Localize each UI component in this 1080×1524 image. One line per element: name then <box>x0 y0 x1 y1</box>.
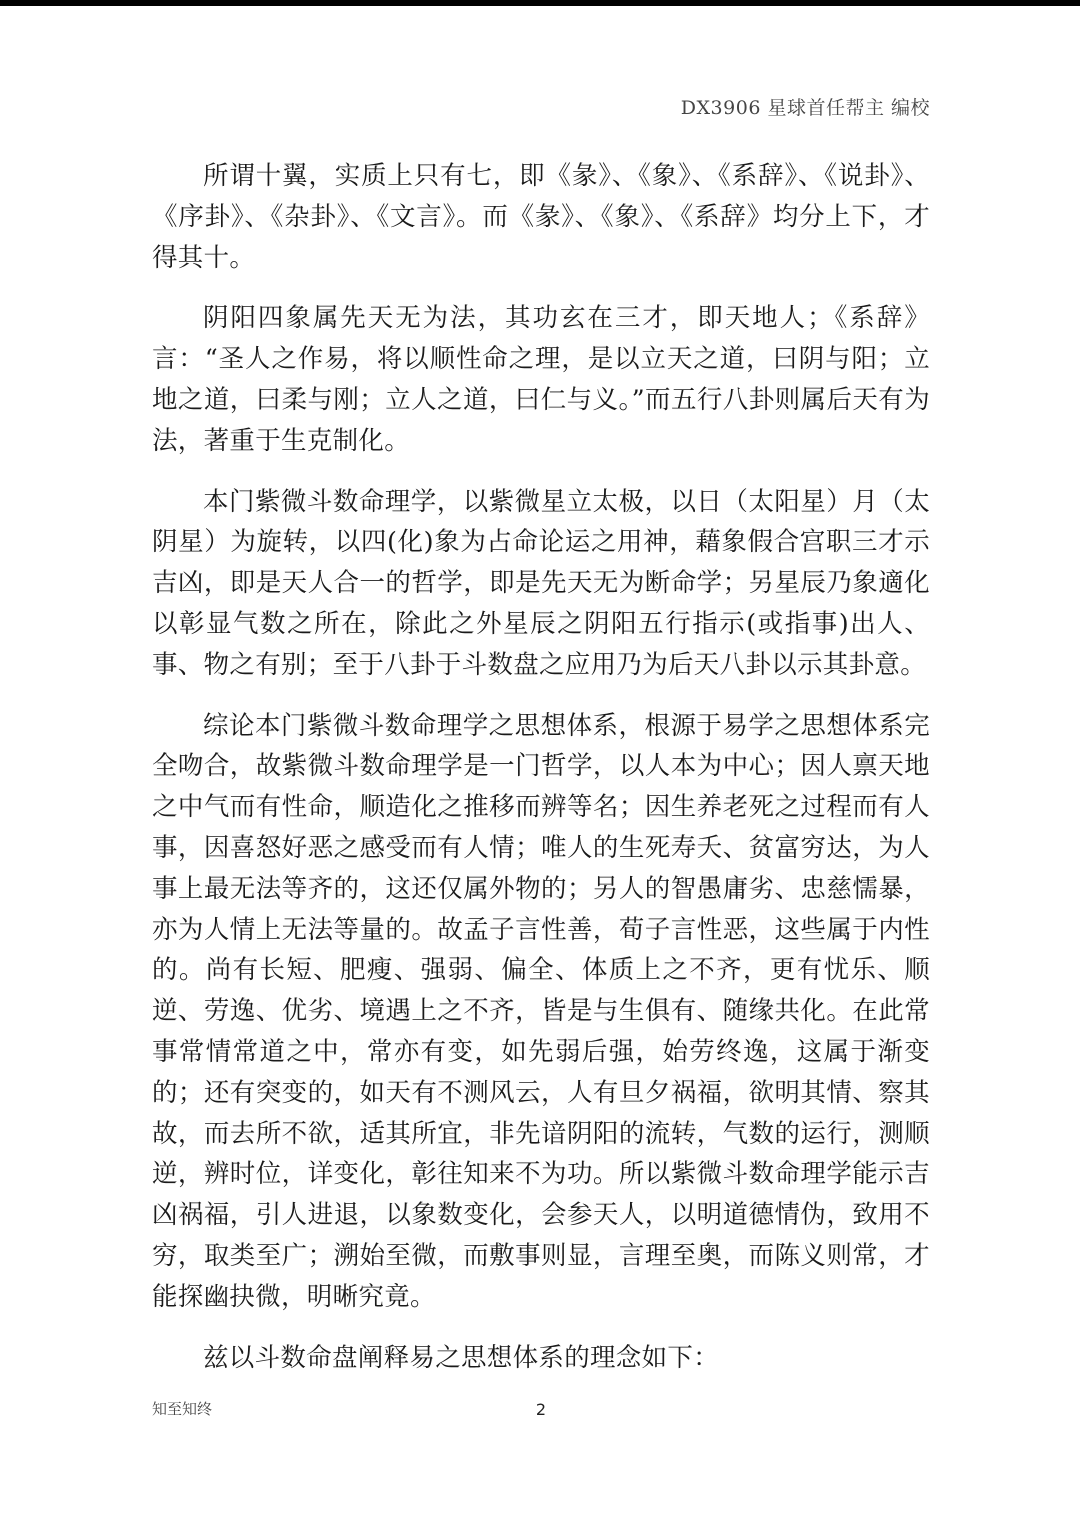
footer-text: 知至知终 <box>152 1400 213 1418</box>
paragraph: 兹以斗数命盘阐释易之思想体系的理念如下： <box>203 1342 720 1373</box>
page-number: 2 <box>535 1400 547 1419</box>
paragraph: 阴阳四象属先天无为法，其功玄在三才，即天地人；《系辞》言：“圣人之作易，将以顺性命之理，是以立天之道，曰阴与阳；立地之道，曰柔与刚；立人之道，曰仁与义。”而五行八卦则属后天有为法，著重于生克制化。 <box>152 303 930 456</box>
page-header: DX3906 星球首任帮主 编校 <box>680 97 930 119</box>
paragraph: 所谓十翼，实质上只有七，即《彖》、《象》、《系辞》、《说卦》、《序卦》、《杂卦》、《文言》。而《彖》、《象》、《系辞》均分上下，才得其十。 <box>152 161 930 273</box>
paragraph: 综论本门紫微斗数命理学之思想体系，根源于易学之思想体系完全吻合，故紫微斗数命理学是一门哲学，以人本为中心；因人禀天地之中气而有性命，顺造化之推移而辨等名；因生养老死之过程而有人事，因喜怒好恶之感受而有人情；唯人的生死寿夭、贫富穷达，为人事上最无法等齐的，这还仅属外物的；另人的智愚庸劣、忠慈懦暴，亦为人情上无法等量的。故孟子言性善，荀子言性恶，这些属于内性的。尚有长短、肥瘦、强弱、偏全、体质上之不齐，更有忧乐、顺逆、劳逸、优劣、境遇上之不齐，皆是与生俱有、随缘共化。在此常事常情常道之中，常亦有变，如先弱后强，始劳终逸，这属于渐变的；还有突变的，如天有不测风云，人有旦夕祸福，欲明其情、察其故，而去所不欲，适其所宜，非先谙阴阳的流转，气数的运行，测顺逆，辨时位，详变化，彰往知来不为功。所以紫微斗数命理学能示吉凶祸福，引人进退，以象数变化，会参天人，以明道德情伪，致用不穷，取类至广；溯始至微，而敷事则显，言理至奥，而陈义则常，才能探幽抉微，明晰究竟。 <box>152 710 930 1312</box>
paragraph: 本门紫微斗数命理学，以紫微星立太极，以日（太阳星）月（太阴星）为旋转，以四(化)象为占命论运之用神，藉象假合宫职三才示吉凶，即是天人合一的哲学，即是先天无为断命学；另星辰乃象適化以彰显气数之所在，除此之外星辰之阴阳五行指示(或指事)出人、事、物之有别；至于八卦于斗数盘之应用乃为后天八卦以示其卦意。 <box>152 486 930 680</box>
top-border <box>0 0 1080 6</box>
document-body <box>152 156 930 1398</box>
